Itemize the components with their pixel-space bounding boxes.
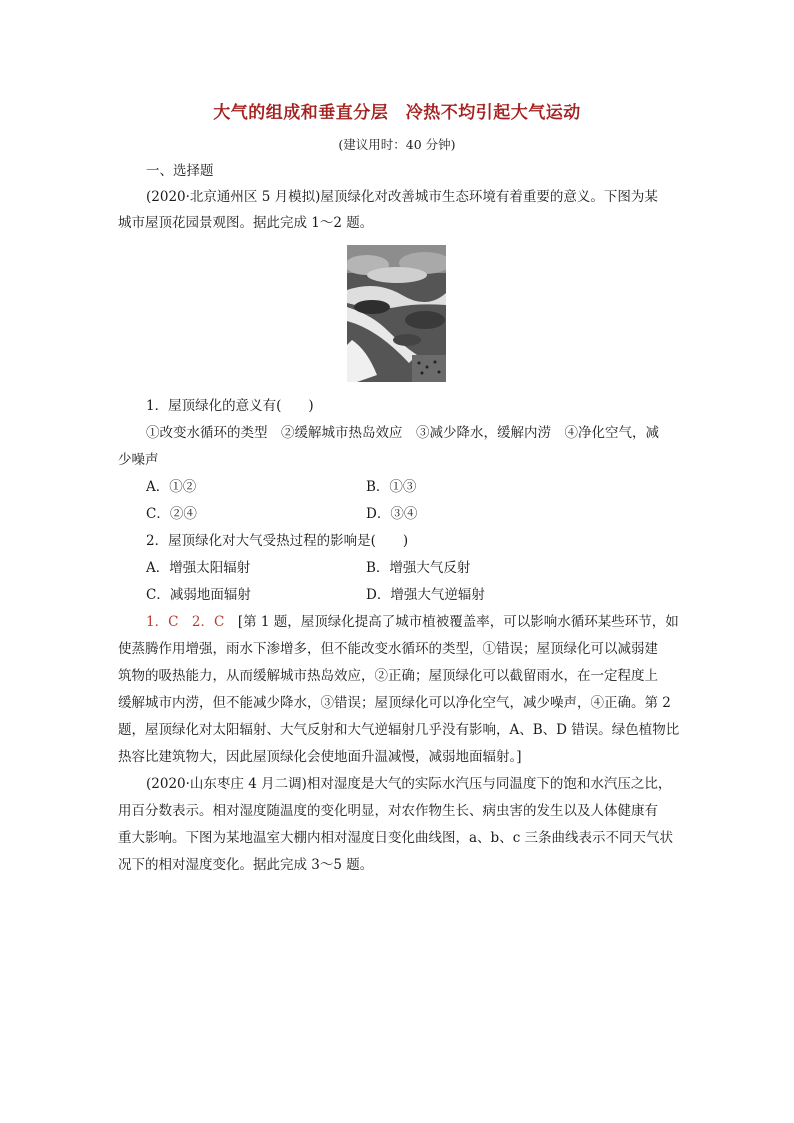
answer-line-6: 热容比建筑物大，因此屋顶绿化会使地面升温减慢，减弱地面辐射。] bbox=[118, 749, 522, 765]
answer-line-3: 筑物的吸热能力，从而缓解城市热岛效应，②正确；屋顶绿化可以截留雨水，在一定程度上 bbox=[118, 668, 658, 684]
answer-key: 1．C 2．C bbox=[146, 614, 225, 630]
intro2-line-4: 况下的相对湿度变化。据此完成 3～5 题。 bbox=[118, 857, 374, 873]
q2-option-d: D．增强大气逆辐射 bbox=[366, 587, 485, 603]
answer-line-1 bbox=[146, 614, 679, 631]
intro1-line-1: (2020·北京通州区 5 月模拟)屋顶绿化对改善城市生态环境有着重要的意义。下图为某 bbox=[146, 189, 658, 205]
q1-option-b: B．①③ bbox=[366, 479, 417, 495]
answer-line-4: 缓解城市内涝，但不能减少降水，③错误；屋顶绿化可以净化空气，减少噪声，④正确。第 2 bbox=[118, 695, 671, 711]
q2-stem: 2．屋顶绿化对大气受热过程的影响是( ) bbox=[146, 533, 409, 549]
q2-option-c: C．减弱地面辐射 bbox=[146, 587, 251, 603]
answer-line-5: 题，屋顶绿化对太阳辐射、大气反射和大气逆辐射几乎没有影响，A、B、D 错误。绿色植物比 bbox=[118, 722, 680, 738]
q1-items-line-1: ①改变水循环的类型 ②缓解城市热岛效应 ③减少降水，缓解内涝 ④净化空气，减 bbox=[146, 425, 659, 441]
q1-items-line-2: 少噪声 bbox=[118, 452, 159, 468]
time-suggestion: (建议用时：40 分钟) bbox=[338, 137, 456, 152]
q2-option-a: A．增强太阳辐射 bbox=[146, 560, 251, 576]
rooftop-garden-photo bbox=[347, 245, 446, 382]
intro2-line-2: 用百分数表示。相对湿度随温度的变化明显，对农作物生长、病虫害的发生以及人体健康有 bbox=[118, 803, 658, 819]
q1-stem: 1．屋顶绿化的意义有( ) bbox=[146, 398, 314, 414]
answer-line-2: 使蒸腾作用增强，雨水下渗增多，但不能改变水循环的类型，①错误；屋顶绿化可以减弱建 bbox=[118, 641, 658, 657]
intro1-line-2: 城市屋顶花园景观图。据此完成 1～2 题。 bbox=[118, 215, 374, 231]
page-title: 大气的组成和垂直分层 冷热不均引起大气运动 bbox=[213, 103, 581, 123]
answer-text-1: [第 1 题，屋顶绿化提高了城市植被覆盖率，可以影响水循环某些环节，如 bbox=[237, 614, 679, 630]
section-heading: 一、选择题 bbox=[146, 163, 214, 179]
intro2-line-3: 重大影响。下图为某地温室大棚内相对湿度日变化曲线图，a、b、c 三条曲线表示不同天气状 bbox=[118, 830, 674, 846]
q1-option-c: C．②④ bbox=[146, 506, 197, 522]
q1-option-a: A．①② bbox=[146, 479, 197, 495]
q2-option-b: B．增强大气反射 bbox=[366, 560, 471, 576]
intro2-line-1: (2020·山东枣庄 4 月二调)相对湿度是大气的实际水汽压与同温度下的饱和水汽压之比， bbox=[146, 776, 672, 792]
q1-option-d: D．③④ bbox=[366, 506, 418, 522]
